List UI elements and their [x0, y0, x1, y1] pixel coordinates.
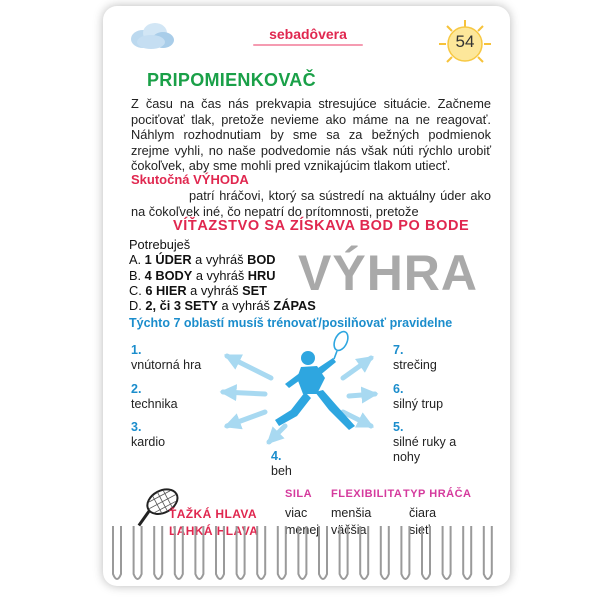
area-item: 4. beh	[271, 449, 292, 478]
spiral-ring	[237, 526, 245, 579]
spiral-ring	[360, 526, 368, 579]
spiral-ring	[278, 526, 286, 579]
spiral-ring	[216, 526, 224, 579]
needs-item: A. 1 ÚDER a vyhráš BOD	[129, 252, 276, 268]
spiral-ring	[175, 526, 183, 579]
spiral-ring	[463, 526, 471, 579]
needs-item: C. 6 HIER a vyhráš SET	[129, 282, 267, 298]
needs-item: D. 2, či 3 SETY a vyhráš ZÁPAS	[129, 298, 316, 314]
table-cell: viac	[285, 506, 308, 520]
table-row-label: ĽAHKÁ HLAVA	[169, 524, 259, 538]
spiral-binding	[103, 522, 510, 592]
notebook-page	[103, 6, 510, 586]
needs-heading: Potrebuješ	[129, 237, 191, 252]
spiral-ring	[381, 526, 389, 579]
spiral-ring	[257, 526, 265, 579]
area-item: 5. silné ruky a nohy	[393, 420, 457, 464]
spiral-ring	[195, 526, 203, 579]
spiral-ring	[443, 526, 451, 579]
table-header-player-type: TYP HRÁČA	[403, 488, 472, 500]
topic-label: sebadôvera	[269, 26, 347, 42]
table-header-flexibility: FLEXIBILITA	[331, 488, 403, 500]
spiral-ring	[134, 526, 142, 579]
area-item: 6. silný trup	[393, 382, 444, 411]
table-cell: väčšia	[331, 523, 367, 537]
victory-heading: VÍŤAZSTVO SA ZÍSKAVA BOD PO BODE	[173, 218, 470, 234]
page-title: PRIPOMIENKOVAČ	[147, 70, 316, 90]
spiral-ring	[340, 526, 348, 579]
spiral-ring	[484, 526, 492, 579]
win-word: VÝHRA	[298, 245, 479, 301]
spiral-ring	[401, 526, 409, 579]
area-item: 7. strečing	[393, 343, 437, 372]
player-racket	[331, 329, 350, 359]
spiral-ring	[319, 526, 327, 579]
table-cell: sieť	[409, 523, 430, 537]
table-row-label: ŤAŽKÁ HLAVA	[169, 507, 257, 521]
tennis-player-icon	[275, 351, 355, 430]
spiral-ring	[298, 526, 306, 579]
needs-item: B. 4 BODY a vyhráš HRU	[129, 267, 276, 283]
areas-heading: Týchto 7 oblastí musíš trénovať/posilňovať pravidelne	[129, 316, 453, 330]
table-cell: menej	[285, 523, 320, 537]
page-number: 54	[455, 32, 475, 51]
advantage-heading: Skutočná VÝHODA	[131, 172, 249, 187]
area-item: 1. vnútorná hra	[131, 343, 202, 372]
spiral-ring	[422, 526, 430, 579]
table-cell: menšia	[331, 506, 372, 520]
spiral-ring	[154, 526, 162, 579]
table-cell: čiara	[409, 506, 437, 520]
table-header-strength: SILA	[285, 488, 313, 500]
spiral-ring	[113, 526, 121, 579]
advantage-text: patrí hráčovi, ktorý sa sústredí na aktuálny úder ako na čokoľvek iné, čo nepatrí do prítomnosti, pretože	[131, 188, 491, 219]
intro-paragraph: Z času na čas nás prekvapia stresujúce situácie. Začneme pociťovať tlak, pretože nevieme ako máme na ne reagovať. Náhlym rozhodnutiam by sme sa za bežných podmienok zrejme vyhli, no naše podvedomie nás však núti rýchlo urobiť čokoľvek, aby sme mohli pred vznikajúcim tlakom utiecť.	[131, 96, 491, 173]
area-item: 3. kardio	[131, 420, 166, 449]
area-item: 2. technika	[131, 382, 178, 411]
